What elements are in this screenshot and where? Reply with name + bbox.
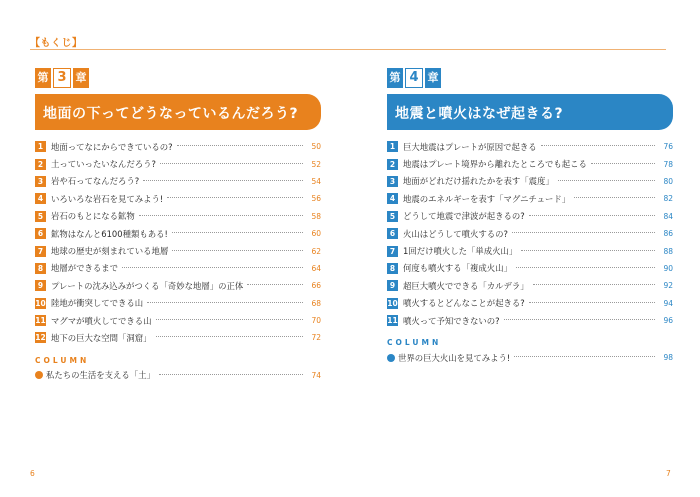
item-title: 地下の巨大な空間「洞窟」 [51,332,152,343]
leader-dots [177,145,303,146]
item-title: 地震はプレート境界から離れたところでも起こる [403,159,587,170]
page-number-right: 7 [666,469,671,478]
toc-item[interactable] [387,138,673,155]
item-title: 地層ができるまで [51,263,118,274]
item-title: 1回だけ噴火した「単成火山」 [403,246,518,257]
chapter-4-list [387,138,673,329]
item-page: 62 [311,246,321,256]
chapter-3-section [35,68,321,384]
toc-item[interactable] [387,155,673,172]
item-number: 3 [35,176,46,187]
leader-dots [541,145,655,146]
column-heading: COLUMN [387,338,442,348]
item-number: 9 [387,280,398,291]
item-title: いろいろな岩石を見てみよう! [51,193,164,204]
item-number: 8 [35,263,46,274]
item-title: 岩や石ってなんだろう? [51,176,140,187]
leader-dots [160,163,303,164]
item-title: 地震のエネルギーを表す「マグニチュード」 [403,193,571,204]
leader-dots [558,180,655,181]
item-page: 76 [663,142,673,152]
item-number: 5 [387,211,398,222]
leader-dots [591,163,655,164]
item-title: 地面がどれだけ揺れたかを表す「震度」 [403,176,554,187]
item-page: 88 [663,246,673,256]
page-number-left: 6 [30,469,35,478]
chapter-prefix: 第 [387,68,403,88]
chapter-4-title: 地震と噴火はなぜ起きる? [387,94,673,130]
chapter-3-label [35,68,321,88]
item-page: 52 [311,159,321,169]
item-number: 5 [35,211,46,222]
item-title: 地面ってなにからできているの? [51,141,173,152]
leader-dots [521,250,655,251]
item-number: 4 [387,193,398,204]
leader-dots [512,232,655,233]
item-title: 噴火って予知できないの? [403,315,500,326]
item-number: 10 [387,298,398,308]
item-title: 火山はどうして噴火するの? [403,228,508,239]
toc-item[interactable] [35,225,321,242]
column-item-title: 世界の巨大火山を見てみよう! [398,352,511,363]
header-divider [30,49,666,50]
chapter-4-section [387,68,673,366]
chapter-4-label [387,68,673,88]
leader-dots [529,215,655,216]
item-number: 1 [387,141,398,152]
toc-item[interactable] [35,138,321,155]
toc-header: 【もくじ】 [30,38,83,49]
item-page: 54 [311,176,321,186]
chapter-3-list [35,138,321,347]
item-number: 2 [35,159,46,170]
item-number: 6 [35,228,46,239]
leader-dots [122,267,303,268]
item-number: 11 [35,316,46,326]
item-number: 2 [387,159,398,170]
item-title: マグマが噴火してできる山 [51,315,152,326]
toc-item[interactable] [387,173,673,190]
toc-item[interactable] [35,208,321,225]
leader-dots [574,197,655,198]
toc-item[interactable] [35,260,321,277]
toc-item[interactable] [387,312,673,329]
toc-item[interactable] [387,242,673,259]
leader-dots [167,197,303,198]
bullet-icon [387,354,395,362]
item-title: プレートの沈み込みがつくる「奇妙な地層」の正体 [51,280,244,291]
toc-item[interactable] [35,312,321,329]
item-number: 9 [35,280,46,291]
item-page: 92 [663,281,673,291]
chapter-3-title: 地面の下ってどうなっているんだろう? [35,94,321,130]
item-title: 地球の歴史が刻まれている地層 [51,246,169,257]
leader-dots [516,267,655,268]
toc-item[interactable] [387,190,673,207]
column-item-title: 私たちの生活を支える「土」 [46,370,155,381]
item-page: 60 [311,229,321,239]
item-page: 70 [311,316,321,326]
leader-dots [143,180,303,181]
leader-dots [247,284,303,285]
leader-dots [533,284,655,285]
item-page: 96 [663,316,673,326]
item-number: 7 [387,246,398,257]
item-title: 巨大地震はプレートが原因で起きる [403,141,537,152]
item-page: 72 [311,333,321,343]
item-page: 66 [311,281,321,291]
leader-dots [504,319,655,320]
chapter-number: 3 [53,68,71,88]
item-title: 何度も噴火する「複成火山」 [403,263,512,274]
item-number: 12 [35,333,46,343]
item-title: 噴火するとどんなことが起きる? [403,298,525,309]
chapter-suffix: 章 [73,68,89,88]
bullet-icon [35,371,43,379]
item-number: 7 [35,246,46,257]
item-page: 50 [311,142,321,152]
item-number: 11 [387,316,398,326]
item-page: 78 [663,159,673,169]
item-page: 68 [311,298,321,308]
leader-dots [156,336,304,337]
item-page: 84 [663,211,673,221]
item-page: 64 [311,263,321,273]
leader-dots [514,356,655,357]
item-page: 86 [663,229,673,239]
leader-dots [529,302,655,303]
item-page: 90 [663,263,673,273]
toc-item[interactable] [35,295,321,312]
toc-item[interactable] [387,277,673,294]
item-title: 超巨大噴火でできる「カルデラ」 [403,280,529,291]
toc-item[interactable] [35,242,321,259]
item-page: 80 [663,176,673,186]
chapter-prefix: 第 [35,68,51,88]
item-title: 岩石のもとになる鉱物 [51,211,135,222]
item-page: 56 [311,194,321,204]
item-number: 1 [35,141,46,152]
item-number: 4 [35,193,46,204]
column-item[interactable] [387,349,673,366]
item-number: 10 [35,298,46,308]
item-title: 鉱物はなんと6100種類もある! [51,228,168,239]
leader-dots [172,250,303,251]
toc-item[interactable] [35,329,321,346]
item-page: 82 [663,194,673,204]
chapter-number: 4 [405,68,423,88]
leader-dots [139,215,303,216]
toc-item[interactable] [35,190,321,207]
column-item-page: 74 [311,370,321,380]
column-heading: COLUMN [35,355,90,365]
item-number: 8 [387,263,398,274]
toc-item[interactable] [387,260,673,277]
item-page: 94 [663,298,673,308]
toc-item[interactable] [387,208,673,225]
chapter-suffix: 章 [425,68,441,88]
toc-item[interactable] [35,155,321,172]
toc-item[interactable] [35,277,321,294]
toc-item[interactable] [35,173,321,190]
item-number: 6 [387,228,398,239]
leader-dots [147,302,303,303]
leader-dots [156,319,304,320]
leader-dots [172,232,303,233]
toc-item[interactable] [387,225,673,242]
item-title: 土っていったいなんだろう? [51,159,156,170]
item-number: 3 [387,176,398,187]
item-page: 58 [311,211,321,221]
item-title: 陸地が衝突してできる山 [51,298,144,309]
toc-item[interactable] [387,295,673,312]
column-item-page: 98 [663,353,673,363]
item-title: どうして地震で津波が起きるの? [403,211,525,222]
column-item[interactable] [35,367,321,384]
leader-dots [159,374,303,375]
